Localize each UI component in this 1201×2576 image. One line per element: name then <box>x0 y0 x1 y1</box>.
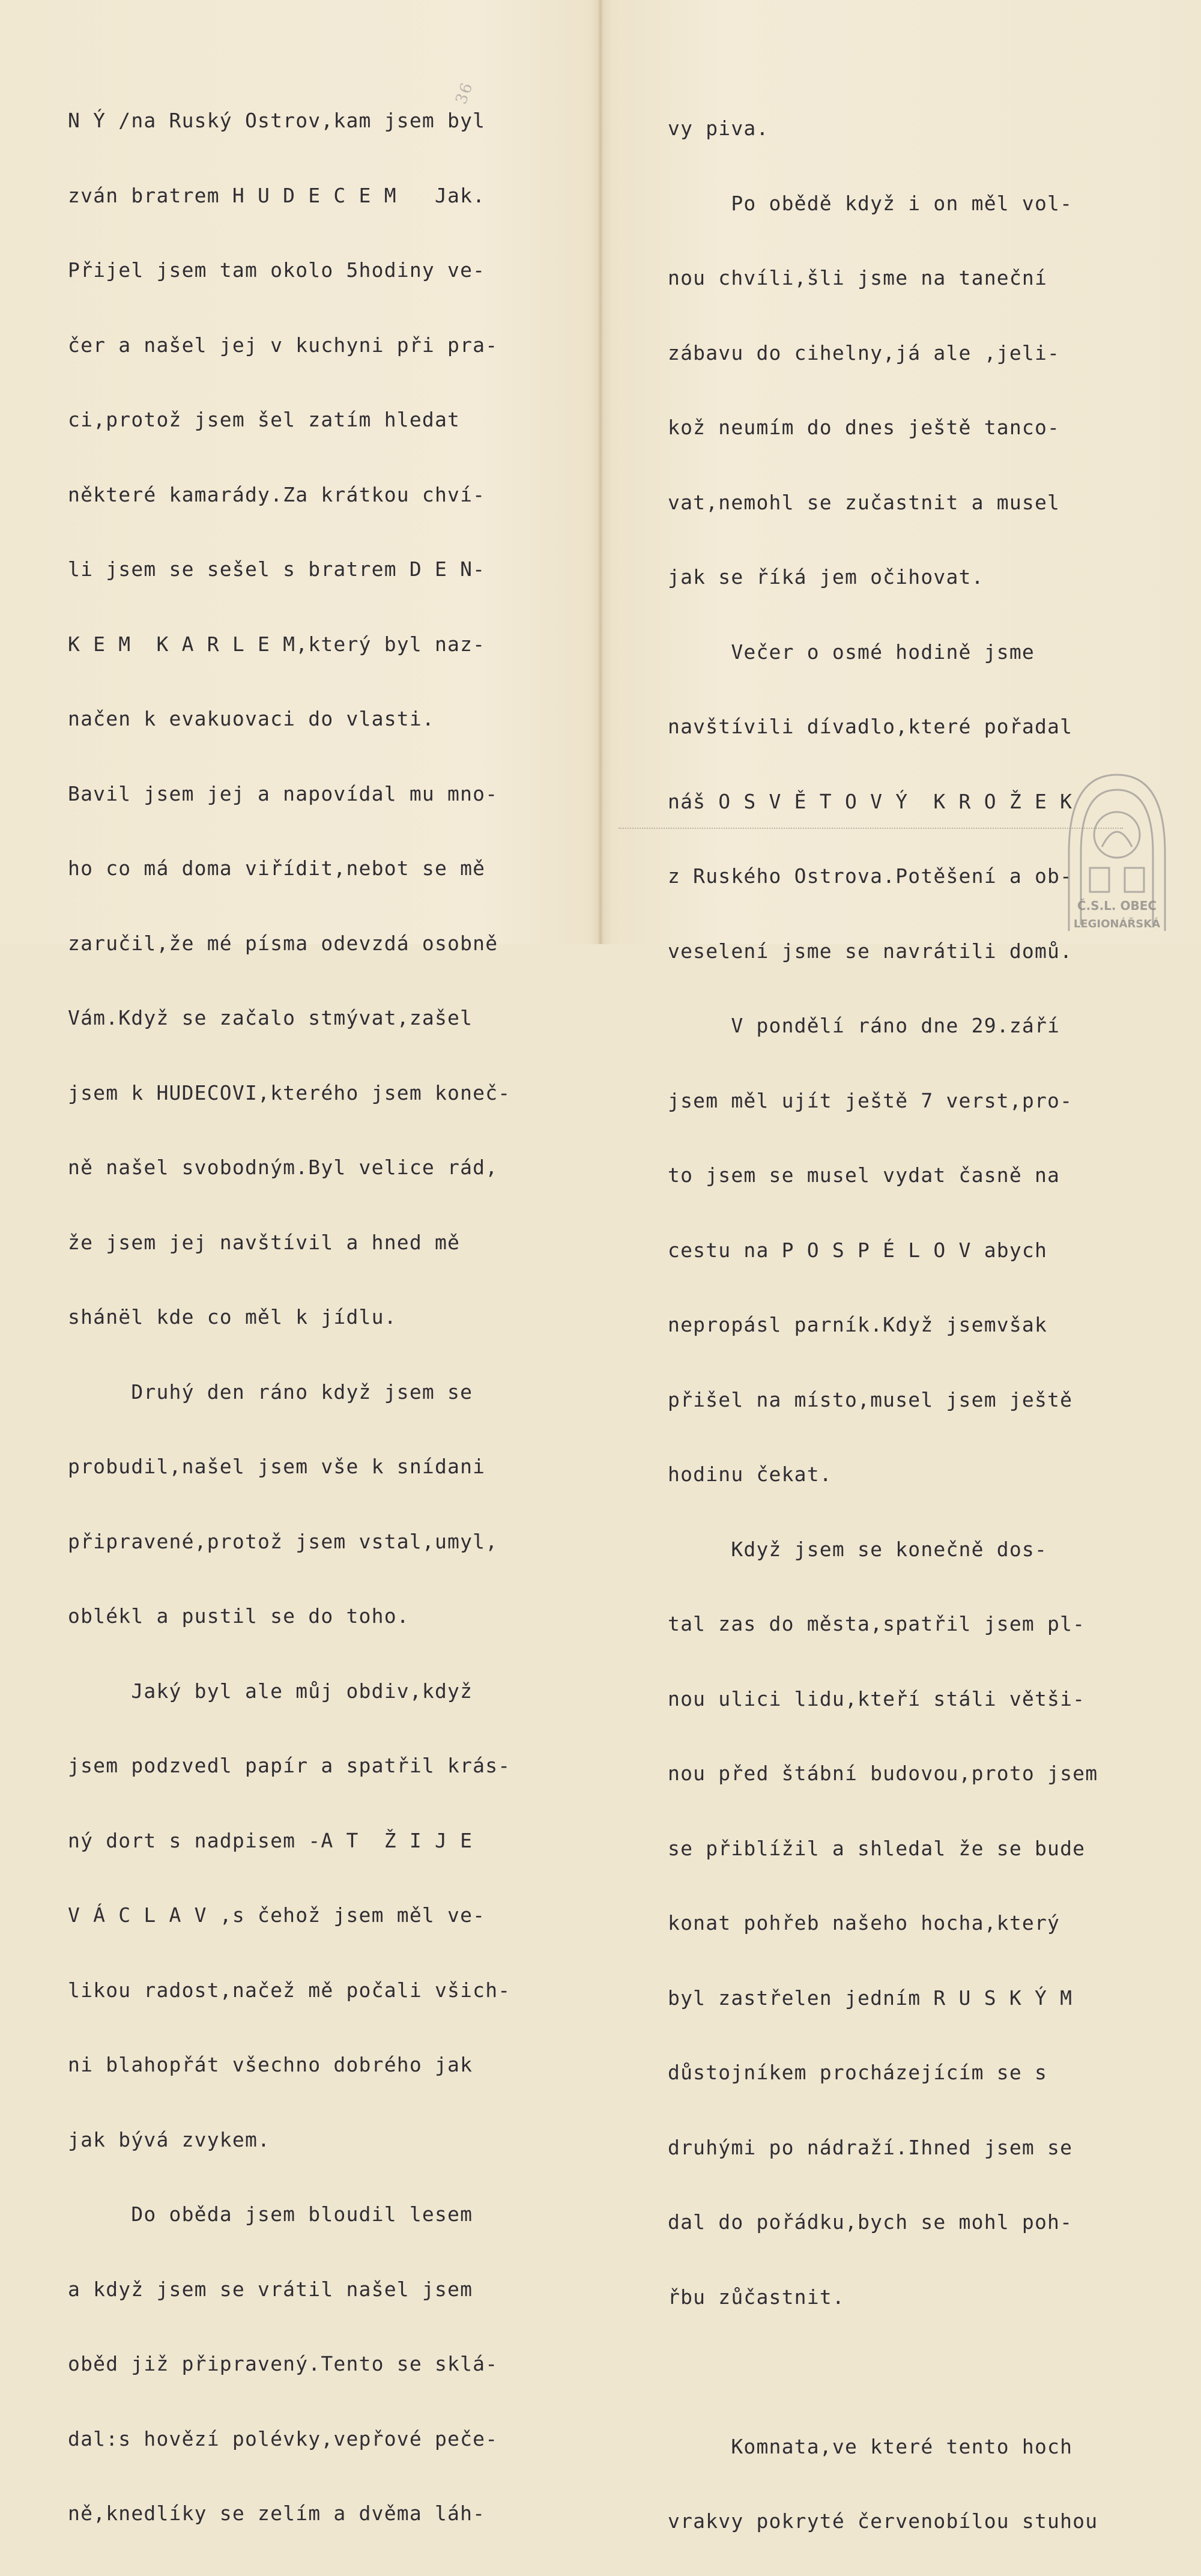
dotted-separator <box>619 828 1123 830</box>
text-line: ně našel svobodným.Byl velice rád, <box>68 1156 498 1179</box>
text-line: Do oběda jsem bloudil lesem <box>68 2202 473 2226</box>
text-line: připravené,protož jsem vstal,umyl, <box>68 1529 498 1553</box>
text-line: Druhý den ráno když jsem se <box>68 1380 473 1404</box>
text-line: nepropásl parník.Když jsemvšak <box>668 1313 1048 1336</box>
pencil-page-number: 36 <box>452 79 477 107</box>
text-line: ho co má doma viřídit,nebot se mě <box>68 856 486 880</box>
text-line: načen k evakuovaci do vlasti. <box>68 707 435 730</box>
text-line: nou chvíli,šli jsme na taneční <box>668 266 1048 289</box>
text-line: přišel na místo,musel jsem ještě <box>668 1387 1073 1411</box>
text-line: ný dort s nadpisem -A T Ž I J E <box>68 1828 473 1852</box>
text-line: z Ruského Ostrova.Potěšení a ob- <box>668 864 1073 888</box>
text-line: kož neumím do dnes ještě tanco- <box>668 416 1060 439</box>
stamp-emblem-icon <box>1094 812 1140 858</box>
text-line: se přiblížil a shledal že se bude <box>668 1836 1086 1860</box>
text-line: jak se říká jem očihovat. <box>668 565 984 589</box>
text-line: Večer o osmé hodině jsme <box>668 640 1035 664</box>
left-page <box>0 0 600 2525</box>
text-line: oblékl a pustil se do toho. <box>68 1604 410 1628</box>
text-line: to jsem se musel vydat časně na <box>668 1163 1060 1187</box>
text-line: čer a našel jej v kuchyni při pra- <box>68 333 498 357</box>
text-line: navštívili dívadlo,které pořadal <box>668 715 1073 738</box>
text-line: jsem k HUDECOVI,kterého jsem koneč- <box>68 1080 511 1105</box>
text-line: jsem podzvedl papír a spatřil krás- <box>68 1754 511 1777</box>
text-line: nou před štábní budovou,proto jsem <box>668 1762 1098 1785</box>
text-line: jak bývá zvykem. <box>68 2127 271 2151</box>
left-page-text <box>68 58 510 2576</box>
text-line: cestu na P O S P É L O V abych <box>668 1238 1048 1262</box>
text-line: Bavil jsem jej a napovídal mu mno- <box>68 781 498 805</box>
text-line: důstojníkem procházejícím se s <box>668 2061 1048 2084</box>
text-line: ni blahopřát všechno dobrého jak <box>68 2053 473 2076</box>
text-line: shánël kde co měl k jídlu. <box>68 1305 397 1329</box>
text-line: K E M K A R L E M,který byl naz- <box>68 632 486 656</box>
text-line: probudil,našel jsem vše k snídani <box>68 1455 486 1478</box>
text-line: Komnata,ve které tento hoch <box>668 2434 1073 2458</box>
text-line: konat pohřeb našeho hocha,který <box>668 1911 1060 1935</box>
text-line: vrakvy pokryté červenobílou stuhou <box>668 2509 1098 2533</box>
text-line: Po obědě když i on měl vol- <box>668 191 1073 215</box>
text-line: zván bratrem H U D E C E M Jak. <box>68 183 486 207</box>
text-line: hodinu čekat. <box>668 1462 832 1486</box>
text-line: Vám.Když se začalo stmývat,zašel <box>68 1006 473 1029</box>
text-line: Přijel jsem tam okolo 5hodiny ve- <box>68 258 486 282</box>
text-line: nou ulici lidu,kteří stáli větši- <box>668 1687 1086 1711</box>
stamp-line1: Č.S.L. OBEC <box>1077 899 1157 913</box>
text-line: V pondělí ráno dne 29.září <box>668 1014 1060 1037</box>
text-line: druhými po nádraží.Ihned jsem se <box>668 2135 1073 2159</box>
text-line: dal:s hovězí polévky,vepřové peče- <box>68 2426 498 2450</box>
legion-stamp <box>1057 763 1177 937</box>
stamp-line2: LEGIONÁŘSKÁ <box>1073 918 1161 930</box>
text-line: zaručil,že mé písma odevzdá osobně <box>68 931 498 955</box>
text-line: vy piva. <box>668 117 769 140</box>
text-line: vat,nemohl se zučastnit a musel <box>668 490 1060 514</box>
text-line: li jsem se sešel s bratrem D E N- <box>68 557 486 581</box>
text-line: zábavu do cihelny,já ale ,jeli- <box>668 341 1060 365</box>
text-line: dal do pořádku,bych se mohl poh- <box>668 2210 1073 2234</box>
text-line: likou radost,načež mě počali všich- <box>68 1978 511 2002</box>
text-line: byl zastřelen jedním R U S K Ý M <box>668 1986 1073 2010</box>
text-line: Jaký byl ale můj obdiv,když <box>68 1679 473 1703</box>
text-line: ně,knedlíky se zelím a dvěma láh- <box>68 2502 486 2525</box>
text-line: řbu zůčastnit. <box>668 2285 845 2309</box>
text-line: že jsem jej navštívil a hned mě <box>68 1230 461 1254</box>
text-line: ci,protož jsem šel zatím hledat <box>68 408 461 431</box>
text-line: a když jsem se vrátil našel jsem <box>68 2277 473 2301</box>
text-line: V Á C L A V ,s čehož jsem měl ve- <box>68 1903 486 1927</box>
text-line: N Ý /na Ruský Ostrov,kam jsem byl <box>68 109 486 132</box>
text-line: oběd již připravený.Tento se sklá- <box>68 2352 498 2375</box>
right-page-text <box>668 66 1098 2559</box>
text-line: Když jsem se konečně dos- <box>668 1537 1048 1561</box>
text-line: tal zas do města,spatřil jsem pl- <box>668 1612 1086 1635</box>
text-line: některé kamarády.Za krátkou chví- <box>68 482 486 506</box>
text-line <box>668 2359 1098 2384</box>
text-line: náš O S V Ě T O V Ý K R O Ž E K <box>668 789 1073 813</box>
text-line: veselení jsme se navrátili domů. <box>668 939 1073 963</box>
text-line: jsem měl ujít ještě 7 verst,pro- <box>668 1088 1073 1112</box>
